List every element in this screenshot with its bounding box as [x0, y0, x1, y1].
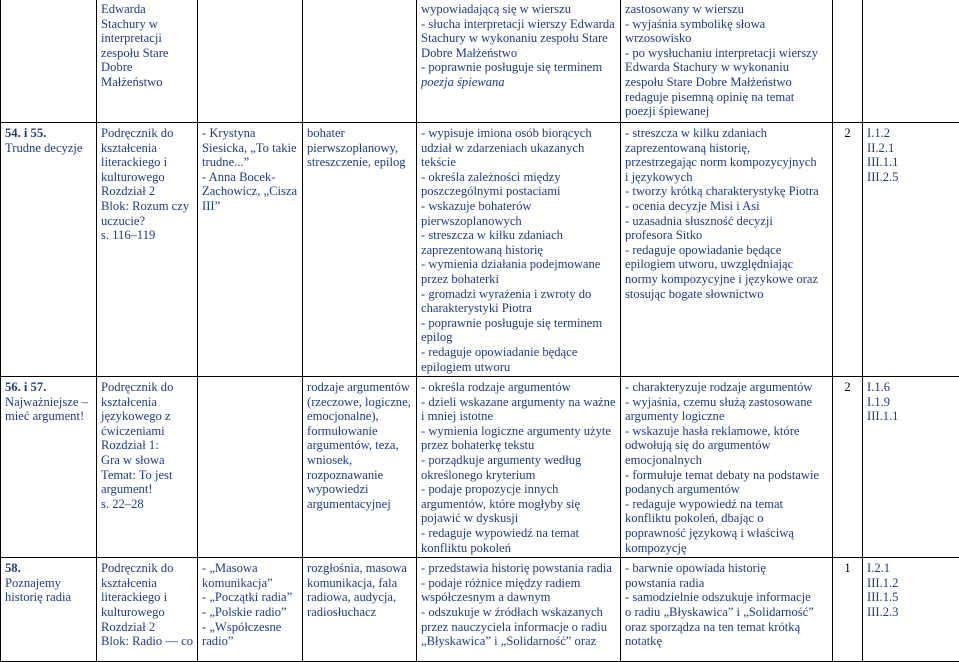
- cell-line: III.1.5: [867, 590, 955, 605]
- cell-line: epilogiem utworu: [421, 360, 616, 375]
- cell-line: I.1.6: [867, 380, 955, 395]
- cell-line: Edwarda: [101, 2, 193, 17]
- lesson-cell: [1, 377, 97, 558]
- hours-cell: [833, 558, 863, 662]
- cell-line: redaguje pisemną opinię na temat: [625, 90, 828, 105]
- requirements-cell: [863, 0, 959, 123]
- lesson-cell: [1, 123, 97, 377]
- cell-line: określonego kryterium: [421, 468, 616, 483]
- cell-line: streszczenie, epilog: [307, 155, 412, 170]
- cell-line: 54. i 55.: [5, 126, 92, 141]
- cell-line: s. 22–28: [101, 497, 193, 512]
- cell-line: radiowa, audycja,: [307, 590, 412, 605]
- concepts-cell: [303, 123, 417, 377]
- cell-line: argumentów, które mogłyby się: [421, 497, 616, 512]
- cell-line: - samodzielnie odszukuje informacje: [625, 590, 828, 605]
- cell-line: Podręcznik do: [101, 380, 193, 395]
- table-row: [1, 377, 959, 558]
- cell-line: - redaguje wypowiedź na temat: [625, 497, 828, 512]
- cell-line: - wskazuje bohaterów: [421, 199, 616, 214]
- cell-line: poszczególnymi postaciami: [421, 184, 616, 199]
- cell-line: Stachury w: [101, 17, 193, 32]
- texts-cell: [198, 123, 303, 377]
- cell-line: zespołu Stare: [101, 46, 193, 61]
- cell-line: i językowych: [625, 170, 828, 185]
- cell-line: - podaje różnice między radiem: [421, 576, 616, 591]
- cell-line: interpretacji: [101, 31, 193, 46]
- concepts-cell: [303, 377, 417, 558]
- texts-cell: [198, 377, 303, 558]
- cell-line: Podręcznik do: [101, 126, 193, 141]
- cell-line: Siesicka, „To takie: [202, 141, 298, 156]
- cell-line: kulturowego: [101, 605, 193, 620]
- cell-line: Małżeństwo: [101, 75, 193, 90]
- cell-line: argumenty logiczne: [625, 409, 828, 424]
- cell-line: przestrzegając norm kompozycyjnych: [625, 155, 828, 170]
- cell-line: zespołu Stare Dobre Małżeństwo: [625, 75, 828, 90]
- cell-line: oraz sporządza na ten temat krótką: [625, 620, 828, 635]
- outcomes-cell: [621, 0, 833, 123]
- cell-line: rodzaje argumentów: [307, 380, 412, 395]
- cell-line: - tworzy krótką charakterystykę Piotra: [625, 184, 828, 199]
- objectives-cell: [417, 558, 621, 662]
- cell-line: - dzieli wskazane argumenty na ważne: [421, 395, 616, 410]
- cell-line: wypowiadającą się w wierszu: [421, 2, 616, 17]
- hours-value: 2: [837, 126, 858, 141]
- cell-line: - słucha interpretacji wierszy Edwarda: [421, 17, 616, 32]
- cell-line: poezji śpiewanej: [625, 104, 828, 119]
- cell-line: - określa zależności między: [421, 170, 616, 185]
- cell-line: Poznajemy: [5, 576, 92, 591]
- cell-line: - wyjaśnia, czemu służą zastosowane: [625, 395, 828, 410]
- cell-line: - barwnie opowiada historię: [625, 561, 828, 576]
- cell-line: zastosowany w wierszu: [625, 2, 828, 17]
- hours-value: 1: [837, 561, 858, 576]
- cell-line: - podaje propozycje innych: [421, 482, 616, 497]
- cell-line: - „Masowa: [202, 561, 298, 576]
- cell-line: ćwiczeniami: [101, 424, 193, 439]
- cell-line: zaprezentowaną historię,: [625, 141, 828, 156]
- hours-value: 2: [837, 380, 858, 395]
- cell-line: - wymienia logiczne argumenty użyte: [421, 424, 616, 439]
- cell-line: bohater: [307, 126, 412, 141]
- cell-line: pierwszoplanowych: [421, 214, 616, 229]
- hours-cell: [833, 377, 863, 558]
- cell-line: Dobre Małżeństwo: [421, 46, 616, 61]
- cell-line: argument!: [101, 482, 193, 497]
- cell-line: epilog: [421, 330, 616, 345]
- cell-line: radio”: [202, 634, 298, 649]
- cell-line: Najważniejsze –: [5, 395, 92, 410]
- cell-line: - „Początki radia”: [202, 590, 298, 605]
- cell-line: pierwszoplanowy,: [307, 141, 412, 156]
- outcomes-cell: [621, 123, 833, 377]
- cell-line: 56. i 57.: [5, 380, 92, 395]
- cell-line: - porządkuje argumenty według: [421, 453, 616, 468]
- cell-line: s. 116–119: [101, 228, 193, 243]
- cell-line: pojawić w dyskusji: [421, 511, 616, 526]
- cell-line: komunikacja”: [202, 576, 298, 591]
- cell-line: - po wysłuchaniu interpretacji wierszy: [625, 46, 828, 61]
- cell-line: - gromadzi wyrażenia i zwroty do: [421, 287, 616, 302]
- cell-line: III.1.1: [867, 155, 955, 170]
- cell-line: przez bohaterkę tekstu: [421, 438, 616, 453]
- cell-line: - uzasadnia słuszność decyzji: [625, 214, 828, 229]
- cell-line: odwołują się do argumentów: [625, 438, 828, 453]
- cell-line: III.2.5: [867, 170, 955, 185]
- cell-line: - poprawnie posługuje się terminem: [421, 316, 616, 331]
- cell-line: mieć argument!: [5, 409, 92, 424]
- cell-line: - redaguje wypowiedź na temat: [421, 526, 616, 541]
- cell-line: III.2.3: [867, 605, 955, 620]
- objectives-cell: [417, 377, 621, 558]
- term-italic: poezja śpiewana: [421, 75, 616, 90]
- cell-line: Blok: Rozum czy: [101, 199, 193, 214]
- concepts-cell: [303, 0, 417, 123]
- cell-line: Rozdział 2: [101, 620, 193, 635]
- cell-line: wniosek,: [307, 453, 412, 468]
- cell-line: - Anna Bocek-: [202, 170, 298, 185]
- cell-line: emocjonalne),: [307, 409, 412, 424]
- table-row: [1, 123, 959, 377]
- objectives-cell: [417, 0, 621, 123]
- cell-line: wrzosowisko: [625, 31, 828, 46]
- cell-line: - formułuje temat debaty na podstawie: [625, 468, 828, 483]
- cell-line: tekście: [421, 155, 616, 170]
- source-cell: [97, 377, 198, 558]
- cell-line: - charakteryzuje rodzaje argumentów: [625, 380, 828, 395]
- cell-line: historię radia: [5, 590, 92, 605]
- source-cell: [97, 558, 198, 662]
- cell-line: profesora Sitko: [625, 228, 828, 243]
- cell-line: Rozdział 2: [101, 184, 193, 199]
- cell-line: - „Współczesne: [202, 620, 298, 635]
- cell-line: - poprawnie posługuje się terminem: [421, 60, 616, 75]
- cell-line: argumentacyjnej: [307, 497, 412, 512]
- cell-line: - odszukuje w źródłach wskazanych: [421, 605, 616, 620]
- cell-line: i mniej istotne: [421, 409, 616, 424]
- cell-line: - wymienia działania podejmowane: [421, 257, 616, 272]
- cell-line: „Błyskawica” i „Solidarność” oraz: [421, 634, 616, 649]
- cell-line: literackiego i: [101, 155, 193, 170]
- cell-line: przez bohaterki: [421, 272, 616, 287]
- lesson-cell: [1, 0, 97, 123]
- cell-line: - wyjaśnia symbolikę słowa: [625, 17, 828, 32]
- cell-line: kształcenia: [101, 141, 193, 156]
- cell-line: Rozdział 1:: [101, 438, 193, 453]
- cell-line: literackiego i: [101, 590, 193, 605]
- cell-line: - wypisuje imiona osób biorących: [421, 126, 616, 141]
- cell-line: - streszcza w kilku zdaniach: [421, 228, 616, 243]
- hours-cell: [833, 0, 863, 123]
- cell-line: Zachowicz, „Cisza: [202, 184, 298, 199]
- cell-line: komunikacja, fala: [307, 576, 412, 591]
- cell-line: podanych argumentów: [625, 482, 828, 497]
- cell-line: I.2.1: [867, 561, 955, 576]
- texts-cell: [198, 0, 303, 123]
- cell-line: kształcenia: [101, 576, 193, 591]
- cell-line: o radiu „Błyskawica” i „Solidarność”: [625, 605, 828, 620]
- cell-line: Trudne decyzje: [5, 141, 92, 156]
- cell-line: Temat: To jest: [101, 468, 193, 483]
- cell-line: (rzeczowe, logiczne,: [307, 395, 412, 410]
- cell-line: - „Polskie radio”: [202, 605, 298, 620]
- requirements-cell: [863, 558, 959, 662]
- cell-line: przez nauczyciela informacje o radiu: [421, 620, 616, 635]
- cell-line: rozgłośnia, masowa: [307, 561, 412, 576]
- cell-line: normy kompozycyjne i językowe oraz: [625, 272, 828, 287]
- cell-line: zaprezentowaną historię: [421, 243, 616, 258]
- source-cell: [97, 123, 198, 377]
- cell-line: I.1.9: [867, 395, 955, 410]
- table-row: [1, 558, 959, 662]
- cell-line: - streszcza w kilku zdaniach: [625, 126, 828, 141]
- objectives-cell: [417, 123, 621, 377]
- cell-line: kształcenia: [101, 395, 193, 410]
- requirements-cell: [863, 377, 959, 558]
- cell-line: kompozycję: [625, 541, 828, 556]
- cell-line: Podręcznik do: [101, 561, 193, 576]
- cell-line: kulturowego: [101, 170, 193, 185]
- outcomes-cell: [621, 558, 833, 662]
- cell-line: rozpoznawanie: [307, 468, 412, 483]
- cell-line: III.1.1: [867, 409, 955, 424]
- texts-cell: [198, 558, 303, 662]
- cell-line: współczesnym a dawnym: [421, 590, 616, 605]
- cell-line: udział w zdarzeniach ukazanych: [421, 141, 616, 156]
- lesson-cell: [1, 558, 97, 662]
- cell-line: - przedstawia historię powstania radia: [421, 561, 616, 576]
- cell-line: - ocenia decyzje Misi i Asi: [625, 199, 828, 214]
- cell-line: powstania radia: [625, 576, 828, 591]
- source-cell: [97, 0, 198, 123]
- cell-line: - wskazuje hasła reklamowe, które: [625, 424, 828, 439]
- hours-cell: [833, 123, 863, 377]
- cell-line: poprawność językową i właściwą: [625, 526, 828, 541]
- cell-line: 58.: [5, 561, 92, 576]
- cell-line: argumentów, teza,: [307, 438, 412, 453]
- cell-line: stosując bogate słownictwo: [625, 287, 828, 302]
- outcomes-cell: [621, 377, 833, 558]
- cell-line: wypowiedzi: [307, 482, 412, 497]
- cell-line: - redaguje opowiadanie będące: [625, 243, 828, 258]
- cell-line: III.1.2: [867, 576, 955, 591]
- concepts-cell: [303, 558, 417, 662]
- requirements-cell: [863, 123, 959, 377]
- cell-line: - redaguje opowiadanie będące: [421, 345, 616, 360]
- table-row: [1, 0, 959, 123]
- cell-line: Dobre: [101, 60, 193, 75]
- cell-line: radiosłuchacz: [307, 605, 412, 620]
- cell-line: notatkę: [625, 634, 828, 649]
- cell-line: konfliktu pokoleń: [421, 541, 616, 556]
- cell-line: charakterystyki Piotra: [421, 301, 616, 316]
- cell-line: - Krystyna: [202, 126, 298, 141]
- cell-line: - określa rodzaje argumentów: [421, 380, 616, 395]
- cell-line: uczucie?: [101, 214, 193, 229]
- cell-line: III”: [202, 199, 298, 214]
- cell-line: I.1.2: [867, 126, 955, 141]
- cell-line: Edwarda Stachury w wykonaniu: [625, 60, 828, 75]
- cell-line: formułowanie: [307, 424, 412, 439]
- cell-line: epilogiem utworu, uwzględniając: [625, 257, 828, 272]
- cell-line: emocjonalnych: [625, 453, 828, 468]
- cell-line: językowego z: [101, 409, 193, 424]
- cell-line: konfliktu pokoleń, dbając o: [625, 511, 828, 526]
- cell-line: II.2.1: [867, 141, 955, 156]
- cell-line: Gra w słowa: [101, 453, 193, 468]
- cell-line: Blok: Radio — co: [101, 634, 193, 649]
- cell-line: trudne...”: [202, 155, 298, 170]
- cell-line: Stachury w wykonaniu zespołu Stare: [421, 31, 616, 46]
